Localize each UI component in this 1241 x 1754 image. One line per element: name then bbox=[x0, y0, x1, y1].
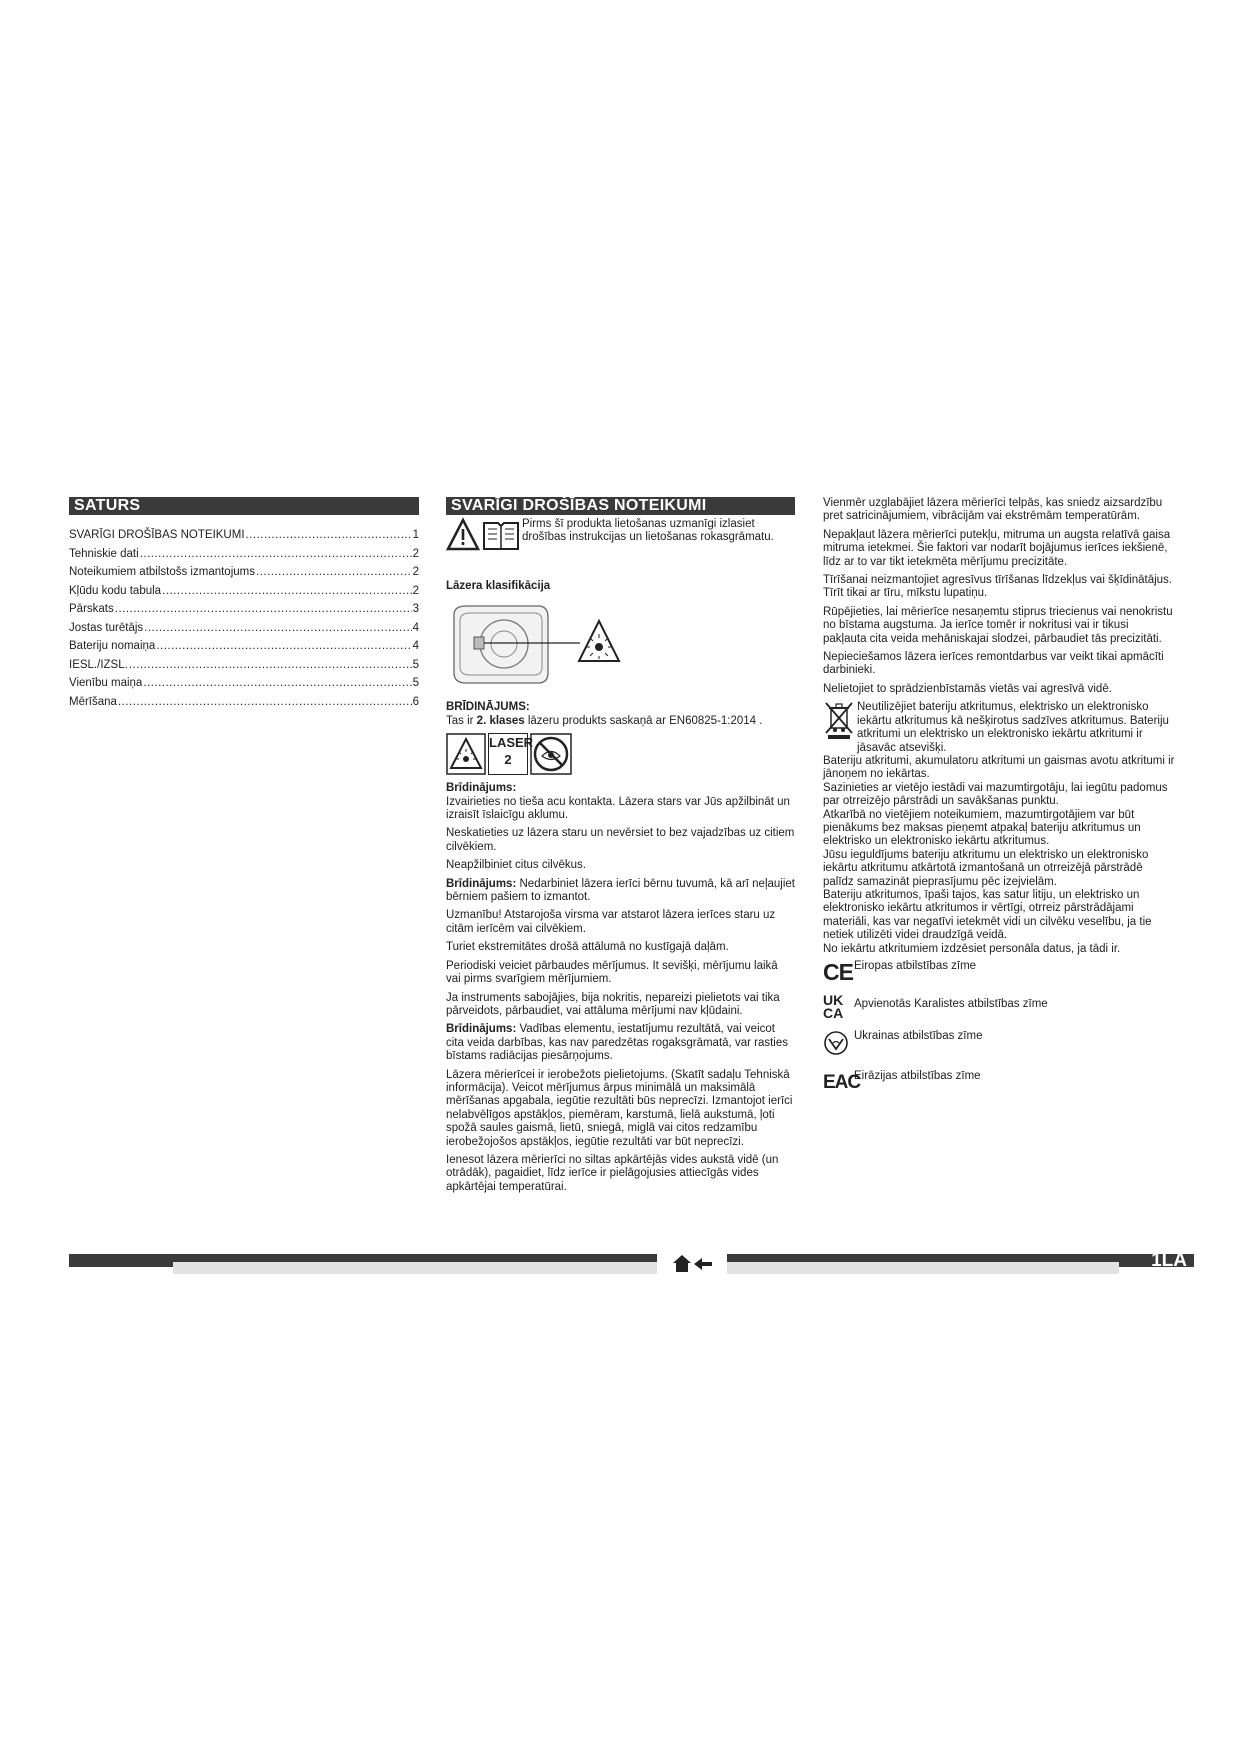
safety-title: SVARĪGI DROŠĪBAS NOTEIKUMI bbox=[446, 497, 795, 515]
toc-entry-page: 2 bbox=[412, 547, 419, 560]
toc-entry-label: SVARĪGI DROŠĪBAS NOTEIKUMI bbox=[69, 529, 245, 542]
class-suffix: lāzeru produkts saskaņā ar EN60825-1:2014 . bbox=[524, 714, 763, 727]
toc-entry[interactable] bbox=[69, 617, 419, 636]
laser-warning-icon bbox=[446, 733, 486, 775]
toc-entry-label: Noteikumiem atbilstošs izmantojums bbox=[69, 566, 255, 579]
laser-class-number: 2 bbox=[504, 752, 512, 768]
safety-p6: Turiet ekstremitātes drošā attālumā no kustīgajā daļām. bbox=[446, 941, 729, 954]
warning2-heading: Brīdinājums: bbox=[446, 782, 517, 795]
ce-mark-icon: CE bbox=[823, 959, 853, 985]
safety-column bbox=[446, 497, 795, 1199]
safety-intro bbox=[446, 517, 795, 557]
no-stare-icon bbox=[530, 733, 572, 775]
toc-list bbox=[69, 524, 419, 709]
toc-entry-leader bbox=[143, 677, 411, 690]
page-number: 1LA bbox=[1151, 1251, 1187, 1271]
warning-heading: BRĪDINĀJUMS: bbox=[446, 701, 530, 714]
page-footer bbox=[69, 1251, 1194, 1274]
toc-entry-page: 1 bbox=[412, 529, 419, 542]
toc-entry-leader bbox=[256, 566, 412, 579]
toc-entry[interactable] bbox=[69, 580, 419, 599]
laser-class-labels bbox=[446, 731, 795, 777]
weee-text-3: Sazinieties ar vietējo iestādi vai mazumtirgotāju, lai iegūtu padomus par otrreizējo pārstrādi un savākšanas punktu. bbox=[823, 781, 1168, 808]
toc-entry-page: 5 bbox=[412, 677, 419, 690]
col3-p1: Vienmēr uzglabājiet lāzera mērierīci telpās, kas sniedz aizsardzību pret satricinājumiem, vibrācijām vai ekstrēmām temperatūrām. bbox=[823, 497, 1163, 523]
eac-mark-text: Eirāzijas atbilstības zīme bbox=[854, 1070, 981, 1083]
class-bold: 2. klases bbox=[476, 714, 525, 727]
ua-mark-row bbox=[823, 1030, 1175, 1060]
ukca-mark-icon: UK CA bbox=[823, 992, 844, 1021]
p4-text: Nedarbiniet lāzera ierīci bērnu tuvumā, kā arī neļaujiet bērniem pašiem to izmantot. bbox=[446, 877, 795, 904]
ua-mark-icon bbox=[823, 1030, 854, 1060]
toc-entry-leader bbox=[144, 622, 411, 635]
weee-text-4: Atkarībā no vietējiem noteikumiem, mazumtirgotājiem var būt pienākums bez maksas pieņemt atpakaļ bateriju atkritumus un elektrisko un elektronisko iekārtu atkritumus. bbox=[823, 808, 1141, 848]
toc-entry[interactable] bbox=[69, 543, 419, 562]
safety-p3: Neapžilbiniet citus cilvēkus. bbox=[446, 859, 586, 872]
laser-classification-heading: Lāzera klasifikācija bbox=[446, 580, 551, 592]
home-back-icon[interactable] bbox=[672, 1254, 714, 1274]
weee-text-7: No iekārtu atkritumiem izdzēsiet personāla datus, ja tādi ir. bbox=[823, 942, 1121, 955]
toc-entry-page: 6 bbox=[412, 695, 419, 708]
toc-entry-label: IESL./IZSL. bbox=[69, 658, 128, 671]
p4-bold: Brīdinājums: bbox=[446, 877, 517, 890]
safety-p8: Ja instruments sabojājies, bija nokritis, nepareizi pielietots vai tika pārveidots, pārbaudiet, vai attāluma mērījumi nav kļūdaini. bbox=[446, 991, 780, 1017]
toc-entry-label: Jostas turētājs bbox=[69, 621, 144, 634]
toc-entry[interactable] bbox=[69, 672, 419, 691]
toc-entry-label: Bateriju nomaiņa bbox=[69, 640, 156, 653]
intro-icons bbox=[446, 517, 522, 557]
toc-title: SATURS bbox=[69, 497, 419, 515]
weee-text-6: Bateriju atkritumos, īpaši tajos, kas satur litiju, un elektrisko un elektronisko iekārtu atkritumos ir vērtīgi, otrreiz pārstrādājami materiāli, kas var negatīvi ietekmēt vidi un cilvēku veselību, ja tie netiek utilizēti videi draudzīgā veidā. bbox=[823, 888, 1152, 942]
toc-entry[interactable] bbox=[69, 561, 419, 580]
ukraine-conformity-icon bbox=[823, 1030, 849, 1056]
safety-p7: Periodiski veiciet pārbaudes mērījumus. It sevišķi, mērījumu laikā vai pirms svarīgiem mērījumiem. bbox=[446, 959, 778, 986]
toc-entry-page: 5 bbox=[412, 658, 419, 671]
toc-entry-page: 3 bbox=[412, 603, 419, 616]
safety-p11: Ienesot lāzera mērierīci no siltas apkārtējās vides aukstā vidē (un otrādāk), pagaidiet, līdz ierīce ir pielāgojusies attiecīgās vides apkārtējai temperatūrai. bbox=[446, 1153, 779, 1193]
safety-p10: Lāzera mērierīcei ir ierobežots pielietojums. (Skatīt sadaļu Tehniskā informācija). Veicot mērījumus ārpus minimālā un maksimālā mērīšanas apgabala, iegūtie rezultāti būs neprecīzi. Izmantojot ierīci nelabvēlīgos apstākļos, piemēram, karstumā, lielā aukstumā, ļoti spožā saules gaismā, lietū, sniegā, miglā vai citos redzamību ierobežojošos apstākļos, iegūtie rezultāti var būt neprecīzi. bbox=[446, 1068, 793, 1148]
weee-text-1: Neutilizējiet bateriju atkritumus, elektrisko un elektronisko iekārtu atkritumus kā nešķirotus sadzīves atkritumus. Bateriju atkritumi un elektrisko un elektronisko iekārtu atkritumi ir jāsavāc atsevišķi. bbox=[857, 701, 1169, 754]
laser-class-text bbox=[446, 715, 795, 728]
p9-bold: Brīdinājums: bbox=[446, 1023, 517, 1036]
footer-bar-graphic bbox=[69, 1254, 1194, 1274]
safety-p5: Uzmanību! Atstarojoša virsma var atstarot lāzera ierīces staru uz citām ierīcēm vai cilvēkiem. bbox=[446, 909, 776, 935]
ukca-mark-text: Apvienotās Karalistes atbilstības zīme bbox=[854, 998, 1048, 1010]
toc-entry-page: 4 bbox=[412, 621, 419, 634]
weee-text-5: Jūsu ieguldījums bateriju atkritumu un elektrisko un elektronisko iekārtu atkritumu atkārtotā izmantošanā un otrreizējā pārstrādē palīdz samazināt pieprasījumu pēc izejvielām. bbox=[823, 848, 1149, 888]
toc-entry-label: Tehniskie dati bbox=[69, 547, 139, 560]
toc-entry-leader bbox=[118, 696, 412, 709]
maintenance-column bbox=[823, 497, 1175, 1106]
ua-mark-text: Ukrainas atbilstības zīme bbox=[854, 1030, 983, 1042]
class-prefix: Tas ir bbox=[446, 714, 477, 727]
weee-text-2: Bateriju atkritumi, akumulatoru atkritumi un gaismas avotu atkritumi ir jānoņem no iekārtas. bbox=[823, 754, 1175, 781]
toc-entry-page: 4 bbox=[412, 640, 419, 653]
toc-entry-page: 2 bbox=[412, 584, 419, 597]
toc-column bbox=[69, 497, 419, 709]
ce-mark-text: Eiropas atbilstības zīme bbox=[854, 960, 977, 972]
safety-p1: Izvairieties no tieša acu kontakta. Lāzera stars var Jūs apžilbināt un izraisīt īslaicīgu aklumu. bbox=[446, 795, 790, 822]
toc-entry[interactable] bbox=[69, 691, 419, 710]
toc-entry-leader bbox=[140, 548, 412, 561]
weee-section bbox=[823, 701, 1175, 755]
toc-entry-label: Pārskats bbox=[69, 603, 114, 616]
toc-entry[interactable] bbox=[69, 654, 419, 673]
p9-text: Vadības elementu, iestatījumu rezultātā, vai veicot cita veida darbības, kas nav paredzētas rogaksgrāmatā, var rasties bīstams radiācijas piesārņojums. bbox=[446, 1023, 788, 1063]
toc-entry-label: Kļūdu kodu tabula bbox=[69, 584, 162, 597]
toc-entry-leader bbox=[115, 603, 412, 616]
laser-class-label bbox=[488, 733, 534, 775]
col3-p6: Nelietojiet to sprādzienbīstamās vietās vai agresīvā vidē. bbox=[823, 682, 1112, 695]
toc-entry[interactable] bbox=[69, 598, 419, 617]
toc-entry-leader bbox=[162, 585, 412, 598]
laser-device-figure bbox=[446, 603, 626, 687]
toc-entry-leader bbox=[129, 659, 412, 672]
toc-entry-page: 2 bbox=[412, 566, 419, 579]
warning-manual-icon bbox=[446, 517, 522, 555]
toc-entry-leader bbox=[156, 640, 411, 653]
laser-device-illustration bbox=[446, 603, 626, 687]
ce-mark-row bbox=[823, 960, 1175, 984]
toc-entry-label: Vienību maiņa bbox=[69, 677, 143, 690]
safety-p9 bbox=[446, 1023, 795, 1063]
col3-p3: Tīrīšanai neizmantojiet agresīvus tīrīšanas līdzekļus vai šķīdinātājus. Tīrīt tikai ar tīru, mīkstu lupatiņu. bbox=[823, 574, 1172, 600]
col3-p2: Nepakļaut lāzera mērierīci putekļu, mitruma un augsta relatīvā gaisa mitruma ietekmei. Šie faktori var nodarīt bojājumus ierīces iekšienē, līdz ar to var tikt ietekmēta mērījumu precizitāte. bbox=[823, 528, 1171, 568]
toc-entry-label: Mērīšana bbox=[69, 695, 117, 708]
toc-entry-leader bbox=[246, 529, 412, 542]
eac-mark-row bbox=[823, 1070, 1175, 1096]
safety-p2: Neskatieties uz lāzera staru un nevērsiet to bez vajadzības uz citiem cilvēkiem. bbox=[446, 827, 795, 853]
col3-p5: Nepieciešamos lāzera ierīces remontdarbus var veikt tikai apmācīti darbinieki. bbox=[823, 651, 1164, 677]
laser-label-text: LASER bbox=[489, 735, 534, 751]
toc-entry[interactable] bbox=[69, 635, 419, 654]
ukca-mark-row bbox=[823, 994, 1175, 1020]
toc-entry[interactable] bbox=[69, 524, 419, 543]
col3-p4: Rūpējieties, lai mērierīce nesaņemtu stiprus triecienus vai nenokristu no bīstama augstuma. Ja ierīce tomēr ir nokritusi vai ir tikusi pakļauta cita veida mehāniskajai slodzei, pārbaudiet tās precizitāti. bbox=[823, 605, 1173, 645]
safety-p4 bbox=[446, 878, 795, 905]
eac-mark-icon: EAC bbox=[823, 1072, 861, 1094]
crossed-bin-icon bbox=[823, 701, 855, 741]
intro-text: Pirms šī produkta lietošanas uzmanīgi izlasiet drošības instrukcijas un lietošanas rokasgrāmatu. bbox=[522, 518, 774, 544]
